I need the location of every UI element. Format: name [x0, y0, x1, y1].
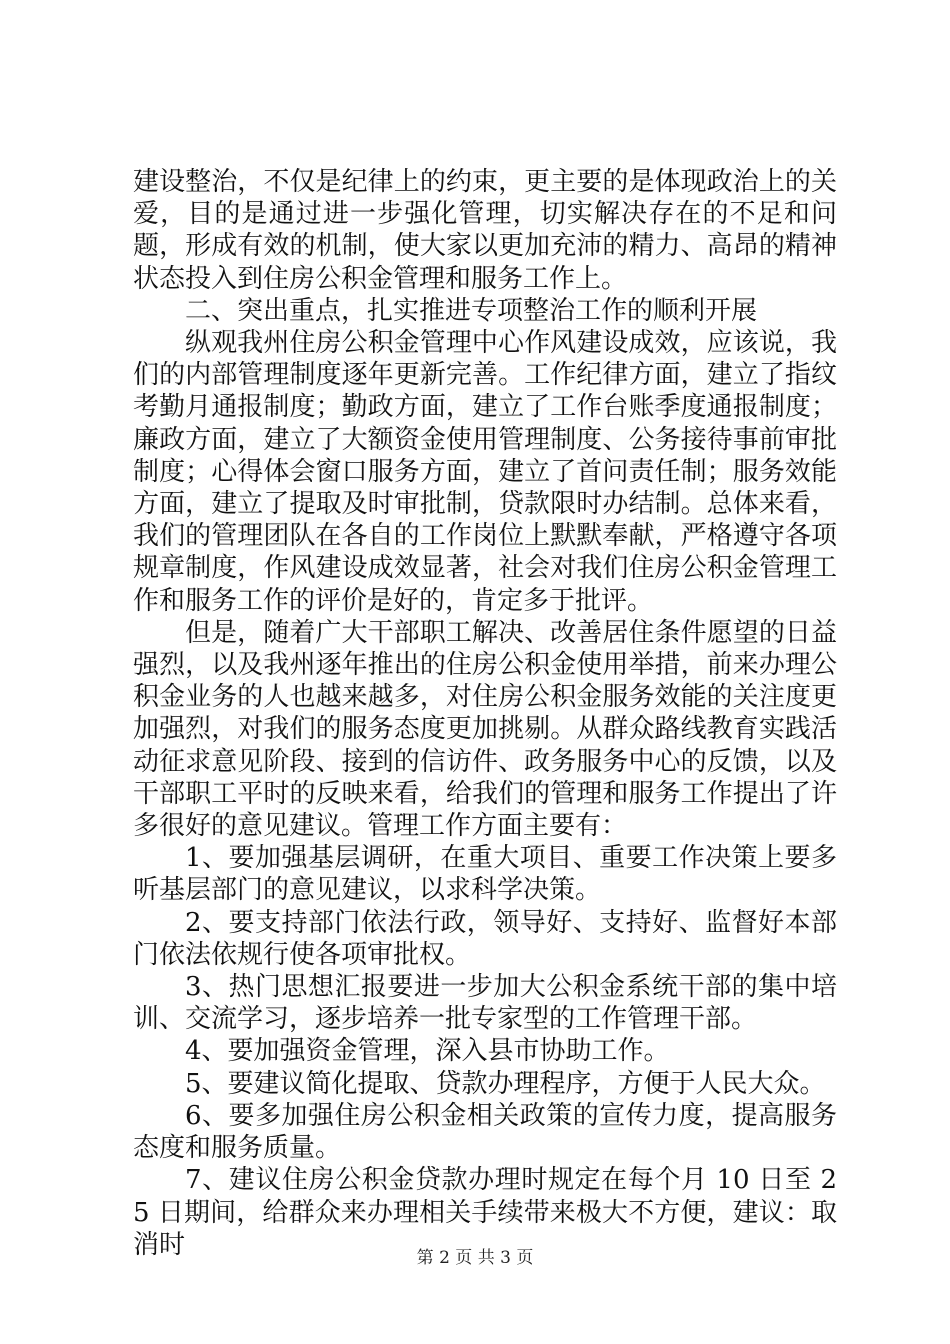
list-item: 5、要建议简化提取、贷款办理程序，方便于人民大众。 — [185, 1068, 826, 1099]
list-item: 3、热门思想汇报要进一步加大公积金系统干部的集中培训、交流学习，逐步培养一批专家型的工作管理干部。 — [133, 972, 837, 1035]
paragraph: 纵观我州住房公积金管理中心作风建设成效，应该说，我们的内部管理制度逐年更新完善。工作纪律方面，建立了指纹考勤月通报制度；勤政方面，建立了工作台账季度通报制度；廉政方面，建立了大额资金使用管理制度、公务接待事前审批制度；心得体会窗口服务方面，建立了首问责任制；服务效能方面，建立了提取及时审批制，贷款限时办结制。总体来看，我们的管理团队在各自的工作岗位上默默奉献，严格遵守各项规章制度，作风建设成效显著，社会对我们住房公积金管理工作和服务工作的评价是好的，肯定多于批评。 — [133, 328, 837, 616]
paragraph-continuation: 建设整治，不仅是纪律上的约束，更主要的是体现政治上的关爱，目的是通过进一步强化管理，切实解决存在的不足和问题，形成有效的机制，使大家以更加充沛的精力、高昂的精神状态投入到住房公积金管理和服务工作上。 — [133, 167, 837, 294]
list-item: 7、建议住房公积金贷款办理时规定在每个月 10 日至 25 日期间，给群众来办理相关手续带来极大不方便，建议：取消时 — [133, 1165, 837, 1260]
paragraph: 但是，随着广大干部职工解决、改善居住条件愿望的日益强烈，以及我州逐年推出的住房公积金使用举措，前来办理公积金业务的人也越来越多，对住房公积金服务效能的关注度更加强烈，对我们的服务态度更加挑剔。从群众路线教育实践活动征求意见阶段、接到的信访件、政务服务中心的反馈，以及干部职工平时的反映来看，给我们的管理和服务工作提出了许多很好的意见建议。管理工作方面主要有： — [133, 617, 837, 842]
list-item: 2、要支持部门依法行政，领导好、支持好、监督好本部门依法依规行使各项审批权。 — [133, 907, 837, 970]
list-item: 1、要加强基层调研，在重大项目、重要工作决策上要多听基层部门的意见建议，以求科学决策。 — [133, 843, 837, 906]
section-heading: 二、突出重点，扎实推进专项整治工作的顺利开展 — [185, 295, 758, 326]
page-number-footer: 第 2 页 共 3 页 — [416, 1248, 534, 1268]
list-item: 4、要加强资金管理，深入县市协助工作。 — [185, 1036, 670, 1067]
document-body — [133, 166, 837, 1261]
list-item: 6、要多加强住房公积金相关政策的宣传力度，提高服务态度和服务质量。 — [133, 1100, 837, 1164]
